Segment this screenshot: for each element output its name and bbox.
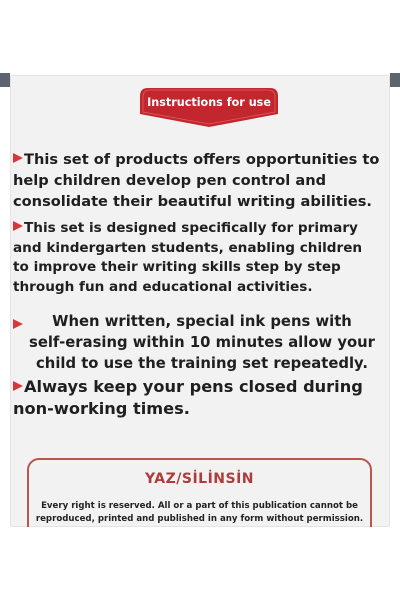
bullet-designed-for-students: [13, 219, 384, 297]
bullet-line: and kindergarten students, enabling children: [13, 239, 363, 256]
bullet-line: consolidate their beautiful writing abilities.: [13, 193, 372, 210]
bullet-line: Always keep your pens closed during: [24, 377, 363, 396]
bullet-line: help children develop pen control and: [13, 172, 327, 189]
bullet-self-erasing-ink: [20, 311, 384, 374]
triangle-right-icon: [13, 381, 23, 391]
triangle-right-icon: [13, 153, 23, 163]
bullet-line: This set of products offers opportunities to: [24, 151, 380, 168]
frame-edge-right: [390, 73, 400, 87]
copyright-text: [29, 500, 370, 526]
title-banner-label: Instructions for use: [147, 96, 271, 109]
bullet-line: When written, special ink pens with: [52, 313, 352, 330]
frame-edge-left: [0, 73, 10, 87]
bottom-margin: [0, 527, 400, 600]
copyright-line: reproduced, printed and published in any form without permission.: [35, 514, 364, 524]
triangle-right-icon: [13, 221, 23, 231]
copyright-line: Every right is reserved. All or a part of this publication cannot be: [41, 501, 358, 511]
triangle-right-icon: [13, 319, 23, 329]
bullet-line: to improve their writing skills step by step: [13, 259, 341, 275]
title-banner: [138, 87, 280, 129]
bullet-keep-pens-closed: [13, 376, 384, 420]
bullet-line: This set is designed specifically for primary: [24, 220, 358, 236]
bullet-pen-control: [13, 149, 384, 212]
brand-logo-text: YAZ/SİLİNSİN: [144, 471, 255, 487]
bullet-line: self-erasing within 10 minutes allow your: [29, 334, 375, 351]
copyright-notice-box: [27, 458, 372, 538]
bullet-line: through fun and educational activities.: [13, 278, 313, 295]
bullet-line: child to use the training set repeatedly.: [36, 355, 368, 372]
bullet-line: non-working times.: [13, 399, 190, 418]
